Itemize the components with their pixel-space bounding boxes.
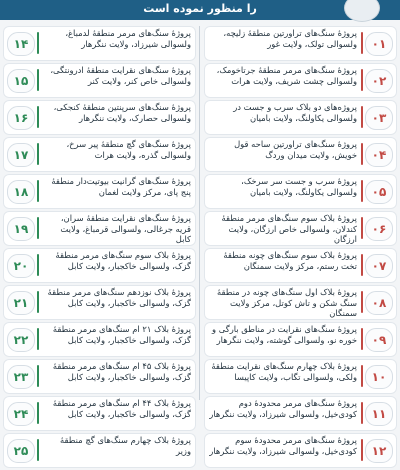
project-number: ۲۳ xyxy=(7,365,35,389)
row-accent xyxy=(361,32,363,54)
project-number: ۰۹ xyxy=(365,328,393,352)
project-number: ۰۵ xyxy=(365,180,393,204)
project-row xyxy=(3,322,196,357)
project-number: ۰۶ xyxy=(365,217,393,241)
project-row xyxy=(204,433,397,468)
project-row xyxy=(204,248,397,283)
project-description: پروژۀ سرب و جست سر سرخک، ولسوالی یکاولنگ، ولایت بامیان xyxy=(241,176,357,197)
project-description: پروژۀ سنگ‌های مرمر منطقۀ لدمباغ، ولسوالی شیرزاد، ولایت ننگرهار xyxy=(65,28,191,49)
row-accent xyxy=(361,439,363,461)
project-description: پروژۀ سنگ‌های مرمر محدودۀ دوم کودی‌خیل، ولسوالی شیرزاد، ولایت ننگرهار xyxy=(209,398,357,419)
row-accent xyxy=(37,365,39,387)
project-number: ۰۷ xyxy=(365,254,393,278)
project-row xyxy=(3,137,196,172)
row-accent xyxy=(37,291,39,313)
project-description: پروژۀ سنگ‌های سرپنتین منطقۀ کنجکی، ولسوالی حصارک، ولایت ننگرهار xyxy=(53,102,191,123)
project-row xyxy=(3,433,196,468)
row-accent xyxy=(37,143,39,165)
project-row xyxy=(3,248,196,283)
row-accent xyxy=(37,439,39,461)
project-row xyxy=(204,211,397,246)
project-description: پروژۀ سنگ‌های نقرایت منطقۀ ادرونتگی، ولسوالی خاص کنر، ولایت کنر xyxy=(50,65,191,86)
row-accent xyxy=(361,328,363,350)
project-number: ۲۴ xyxy=(7,402,35,426)
project-description: پروژۀ بلاک سوم سنگ‌های چونه منطقۀ تخت رستم، مرکز ولایت سمنگان xyxy=(223,250,357,271)
project-number: ۱۱ xyxy=(365,402,393,426)
row-accent xyxy=(361,180,363,202)
project-description: پروژۀ بلاک نوزدهم سنگ‌های مرمر منطقۀ گزک، ولسوالی خاکجبار، ولایت کابل xyxy=(47,287,191,308)
project-row xyxy=(204,174,397,209)
row-accent xyxy=(361,365,363,387)
row-accent xyxy=(37,328,39,350)
row-accent xyxy=(361,217,363,239)
project-number: ۱۸ xyxy=(7,180,35,204)
project-description: پروژۀ بلاک سوم سنگ‌های مرمر منطقۀ گزک، ولسوالی خاکجبار، ولایت کابل xyxy=(55,250,191,271)
project-number: ۲۰ xyxy=(7,254,35,278)
project-row xyxy=(3,285,196,320)
project-number: ۱۵ xyxy=(7,69,35,93)
project-number: ۱۶ xyxy=(7,106,35,130)
project-description: پروژۀ بلاک سوم سنگ‌های مرمر منطقۀ کندلان، ولسوالی خاص ارزگان، ولایت ارزگان xyxy=(221,213,357,244)
row-accent xyxy=(37,402,39,424)
project-number: ۰۸ xyxy=(365,291,393,315)
project-description: پروژۀ بلاک ۴۵ ام سنگ‌های مرمر منطقۀ گزک، ولسوالی خاکجبار، ولایت کابل xyxy=(52,361,191,382)
project-row xyxy=(204,63,397,98)
project-row xyxy=(3,174,196,209)
project-description: پروژۀ بلاک چهارم سنگ‌های گچ منطقۀ وزیر xyxy=(60,435,191,456)
project-number: ۲۵ xyxy=(7,439,35,463)
project-description: پروژۀ سنگ‌های تراورتین ساحه قول خویش، ولایت میدان وردگ xyxy=(234,139,357,160)
project-row xyxy=(3,63,196,98)
project-number: ۲۱ xyxy=(7,291,35,315)
page-title: را منظور نموده است xyxy=(143,2,257,15)
project-number: ۱۷ xyxy=(7,143,35,167)
project-row xyxy=(3,26,196,61)
project-row xyxy=(3,359,196,394)
project-number: ۱۹ xyxy=(7,217,35,241)
row-accent xyxy=(361,143,363,165)
project-description: پروژۀ سنگ‌های تراورتین منطقۀ زلیچه، ولسوالی تولک، ولایت غور xyxy=(223,28,357,49)
row-accent xyxy=(37,180,39,202)
project-number: ۲۲ xyxy=(7,328,35,352)
row-accent xyxy=(37,32,39,54)
project-row xyxy=(204,137,397,172)
row-accent xyxy=(361,402,363,424)
project-number: ۱۲ xyxy=(365,439,393,463)
project-description: پروژۀ سنگ‌های نقرایت در مناطق بارگی و خوره نو، ولسوالی گوشته، ولایت ننگرهار xyxy=(212,324,357,345)
project-row xyxy=(204,26,397,61)
project-row xyxy=(204,100,397,135)
project-number: ۱۰ xyxy=(365,365,393,389)
project-row xyxy=(204,396,397,431)
project-row xyxy=(204,285,397,320)
project-number: ۰۳ xyxy=(365,106,393,130)
project-description: پروژۀ بلاک اول سنگ‌های چونه در منطقۀ سنگ شکن و تاش کوتل، مرکز ولایت سمنگان xyxy=(217,287,357,318)
project-number: ۰۲ xyxy=(365,69,393,93)
row-accent xyxy=(37,106,39,128)
row-accent xyxy=(361,106,363,128)
row-accent xyxy=(361,69,363,91)
project-row xyxy=(3,211,196,246)
row-accent xyxy=(37,217,39,239)
project-row xyxy=(3,100,196,135)
row-accent xyxy=(361,291,363,313)
project-description: پروژۀ بلاک چهارم سنگ‌های نقرایت منطقۀ ولکی، ولسوالی تگاب، ولایت کاپیسا xyxy=(211,361,357,382)
project-row xyxy=(204,322,397,357)
project-description: پروژۀ بلاک ۲۱ ام سنگ‌های مرمر منطقۀ گزک، ولسوالی خاکجبار، ولایت کابل xyxy=(52,324,191,345)
projects-column-right xyxy=(204,26,397,470)
project-description: پروژۀ سنگ‌های مرمر محدودۀ سوم کودی‌خیل، ولسوالی شیرزاد، ولایت ننگرهار xyxy=(209,435,357,456)
project-description: پروژۀ سنگ‌های گچ منطقۀ پیر سرخ، ولسوالی گذره، ولایت هرات xyxy=(66,139,191,160)
project-description: پروژۀ سنگ‌های مرمر منطقۀ جرتاخومک، ولسوالی چشت شریف، ولایت هرات xyxy=(216,65,357,86)
project-number: ۰۴ xyxy=(365,143,393,167)
projects-column-left xyxy=(3,26,196,470)
column-divider xyxy=(199,26,200,400)
row-accent xyxy=(361,254,363,276)
project-description: پروژۀ سنگ‌های نقرایت منطقۀ سران، قریه جرغالی، ولسوالی قرمباغ، ولایت کابل xyxy=(60,213,191,244)
project-description: پروژۀ سنگ‌های گرانیت بیوتیت‌دار منطقۀ پنج پای، مرکز ولایت لغمان xyxy=(51,176,191,197)
project-description: پروژه‌های دو بلاک سرب و جست در ولسوالی یکاولنگ، ولایت بامیان xyxy=(233,102,357,123)
row-accent xyxy=(37,69,39,91)
project-number: ۱۴ xyxy=(7,32,35,56)
project-row xyxy=(3,396,196,431)
project-description: پروژۀ بلاک ۴۴ ام سنگ‌های مرمر منطقۀ گزک، ولسوالی خاکجبار، ولایت کابل xyxy=(52,398,191,419)
project-row xyxy=(204,359,397,394)
row-accent xyxy=(37,254,39,276)
project-number: ۰۱ xyxy=(365,32,393,56)
